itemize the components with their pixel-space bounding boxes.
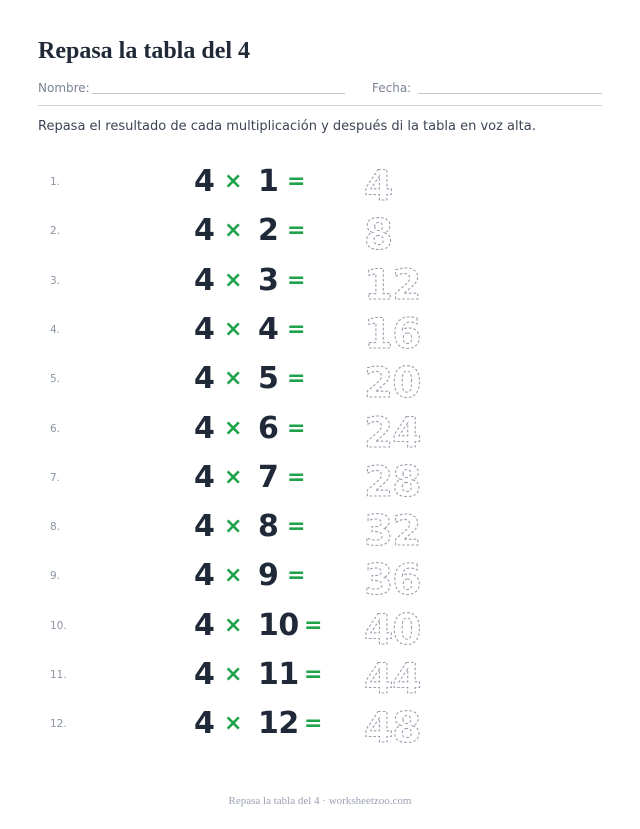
answer-trace[interactable] [360, 654, 430, 703]
exercise-number: 6. [50, 422, 61, 435]
multiplier: 11 [258, 657, 299, 692]
answer-trace[interactable] [360, 407, 430, 457]
answer-trace-text: 40 [364, 604, 421, 654]
equals-sign: = [287, 415, 306, 441]
multiplicand: 4 [194, 213, 215, 249]
equals-sign: = [287, 563, 306, 589]
answer-trace-text: 24 [364, 407, 421, 457]
times-sign: × [224, 612, 243, 638]
multiplier: 8 [258, 509, 279, 545]
exercise-row [0, 209, 640, 260]
times-sign: × [224, 316, 243, 342]
page-title: Repasa la tabla del 4 [38, 38, 251, 64]
answer-trace[interactable] [360, 604, 430, 654]
answer-trace-text: 16 [364, 308, 421, 358]
times-sign: × [224, 662, 243, 687]
answer-trace[interactable] [360, 703, 430, 753]
multiplier: 9 [258, 558, 279, 594]
exercise-number: 2. [50, 225, 61, 238]
name-label: Nombre: [38, 81, 90, 95]
equals-sign: = [287, 267, 306, 293]
exercise-row [0, 357, 640, 408]
exercise-number: 4. [50, 323, 61, 336]
answer-trace[interactable] [360, 506, 430, 556]
multiplier: 1 [258, 164, 279, 199]
multiplicand: 4 [194, 262, 215, 298]
header-divider [38, 105, 602, 106]
instructions-text: Repasa el resultado de cada multiplicación y después di la tabla en voz alta. [38, 119, 536, 134]
answer-trace-text: 32 [364, 506, 421, 556]
exercise-row [0, 505, 640, 556]
exercise-row [0, 308, 640, 356]
answer-trace[interactable] [360, 555, 430, 605]
exercise-row [0, 259, 640, 307]
times-sign: × [224, 169, 243, 194]
answer-trace[interactable] [360, 308, 430, 358]
answer-trace-text: 4 [364, 161, 393, 210]
multiplier: 12 [258, 706, 299, 742]
exercise-number: 9. [50, 570, 61, 583]
multiplier: 6 [258, 410, 279, 446]
exercise-number: 3. [50, 274, 61, 287]
answer-trace-text: 20 [364, 358, 421, 408]
answer-trace-text: 48 [364, 703, 421, 753]
equals-sign: = [287, 514, 306, 540]
exercise-number: 10. [50, 619, 67, 632]
equals-sign: = [287, 169, 306, 194]
date-field-line[interactable] [418, 93, 602, 94]
equals-sign: = [304, 662, 323, 687]
answer-trace-text: 36 [364, 555, 421, 605]
equals-sign: = [304, 711, 323, 737]
multiplicand: 4 [194, 311, 215, 347]
multiplicand: 4 [194, 410, 215, 446]
exercise-number: 5. [50, 373, 61, 386]
multiplier: 7 [258, 459, 279, 495]
equals-sign: = [304, 612, 323, 638]
exercise-row [0, 702, 640, 753]
exercise-row [0, 604, 640, 652]
times-sign: × [224, 267, 243, 293]
date-label: Fecha: [372, 81, 412, 95]
times-sign: × [224, 218, 243, 244]
name-field-line[interactable] [92, 93, 345, 94]
equals-sign: = [287, 464, 306, 490]
answer-trace-text: 44 [364, 654, 421, 703]
answer-trace[interactable] [360, 161, 430, 210]
exercise-number: 1. [50, 176, 61, 188]
answer-trace[interactable] [360, 456, 430, 506]
multiplier: 3 [258, 262, 279, 298]
multiplier: 5 [258, 361, 279, 397]
exercise-number: 7. [50, 471, 61, 484]
equals-sign: = [287, 218, 306, 244]
times-sign: × [224, 563, 243, 589]
multiplier: 4 [258, 311, 279, 347]
multiplicand: 4 [194, 459, 215, 495]
multiplicand: 4 [194, 361, 215, 397]
exercise-row [0, 160, 640, 208]
multiplicand: 4 [194, 706, 215, 742]
multiplier: 10 [258, 607, 299, 643]
answer-trace[interactable] [360, 210, 430, 260]
times-sign: × [224, 514, 243, 540]
answer-trace-text: 12 [364, 259, 421, 309]
multiplicand: 4 [194, 657, 215, 692]
exercise-number: 12. [50, 718, 67, 731]
answer-trace-text: 28 [364, 456, 421, 506]
multiplicand: 4 [194, 509, 215, 545]
footer-text: Repasa la tabla del 4 · worksheetzoo.com [228, 795, 412, 807]
exercise-row [0, 554, 640, 605]
answer-trace[interactable] [360, 358, 430, 408]
times-sign: × [224, 366, 243, 392]
answer-trace[interactable] [360, 259, 430, 309]
equals-sign: = [287, 316, 306, 342]
exercise-number: 11. [50, 669, 67, 681]
exercise-row [0, 407, 640, 455]
multiplicand: 4 [194, 607, 215, 643]
exercise-row [0, 653, 640, 701]
multiplicand: 4 [194, 558, 215, 594]
times-sign: × [224, 415, 243, 441]
answer-trace-text: 8 [364, 210, 393, 260]
multiplier: 2 [258, 213, 279, 249]
times-sign: × [224, 711, 243, 737]
exercise-number: 8. [50, 521, 61, 534]
multiplicand: 4 [194, 164, 215, 199]
times-sign: × [224, 464, 243, 490]
exercise-row [0, 456, 640, 504]
equals-sign: = [287, 366, 306, 392]
